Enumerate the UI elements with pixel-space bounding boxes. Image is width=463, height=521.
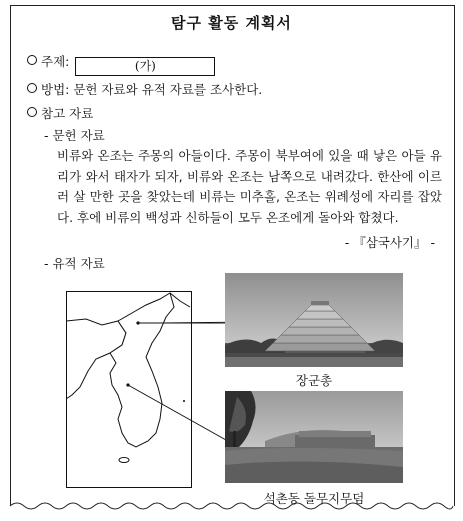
janggunchong-marker <box>136 321 139 324</box>
literature-label: - 문헌 자료 <box>44 128 105 143</box>
topic-box: (가) <box>75 57 215 76</box>
literature-source: - 『삼국사기』 - <box>344 235 435 250</box>
photo1-caption: 장군총 <box>295 373 333 388</box>
relics-label: - 유적 자료 <box>44 256 105 271</box>
photo2-caption: 석촌동 돌무지무덤 <box>263 491 365 506</box>
reference-row <box>27 104 93 122</box>
korea-map <box>66 291 192 488</box>
bullet-icon <box>27 83 37 93</box>
wavy-bottom-border <box>0 500 463 516</box>
bullet-icon <box>27 107 37 117</box>
method-row <box>27 80 262 98</box>
literature-text: 비류와 온조는 주몽의 아들이다. 주몽이 북부여에 있을 때 낳은 아들 유리가 와서 태자가 되자, 비류와 온조는 남쪽으로 내려갔다. 한산에 이르러 살 만한 곳을 찾았는데 비류는 미추홀, 온조는 위례성에 자리를 잡았다. 후에 비류의 백성과 신하들이 모두 온조에게 돌아와 합쳤다. <box>57 148 442 225</box>
topic-label: 주제: <box>41 54 70 69</box>
page-title: 탐구 활동 계획서 <box>171 14 292 32</box>
method-text: 방법: 문헌 자료와 유적 자료를 조사한다. <box>41 82 263 97</box>
seokchon-marker <box>126 383 129 386</box>
reference-label: 참고 자료 <box>41 106 94 121</box>
seokchon-photo <box>225 391 403 483</box>
janggunchong-photo <box>225 273 403 367</box>
bullet-icon <box>27 55 37 65</box>
topic-row <box>27 52 215 76</box>
